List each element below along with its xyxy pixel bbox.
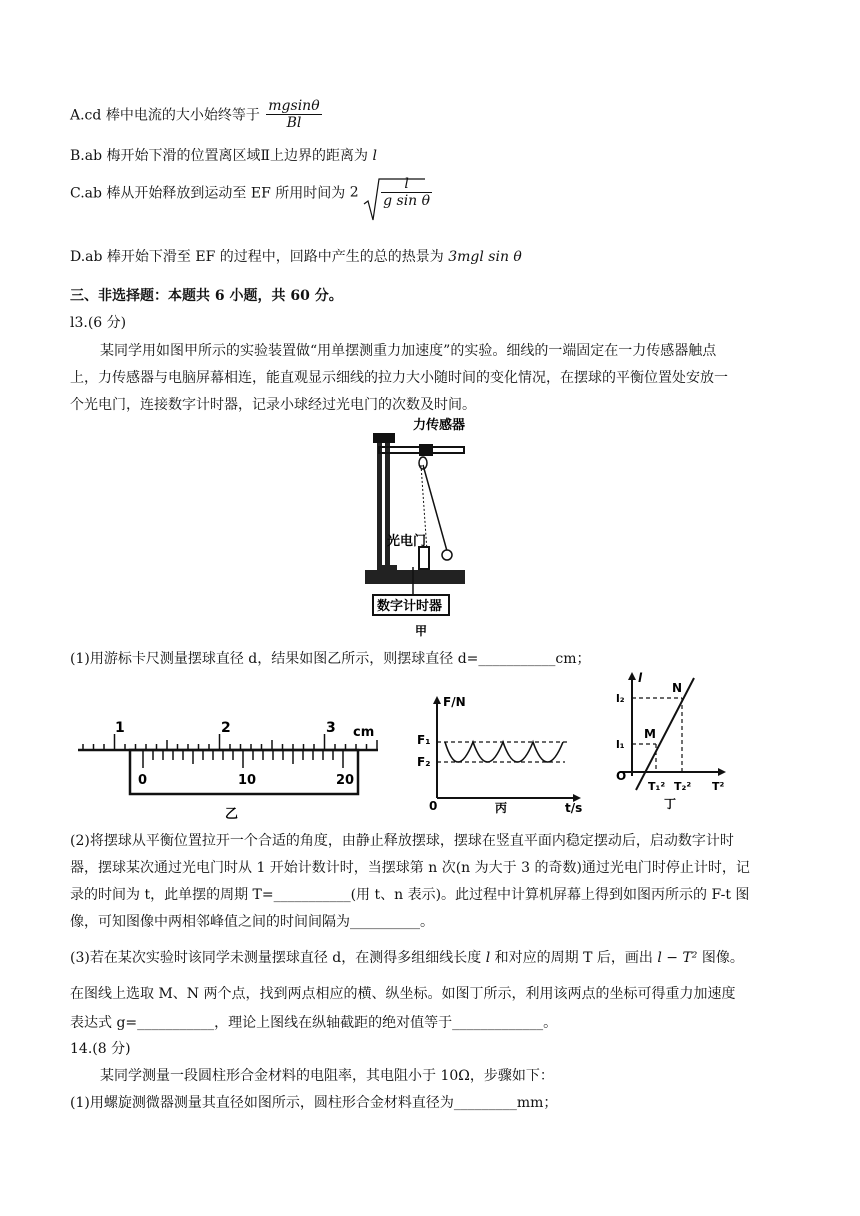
- photogate-icon: [419, 547, 429, 569]
- q14-number: 14.(8 分): [70, 1041, 131, 1057]
- bing-f1-label: F₁: [417, 733, 431, 747]
- q13-number: l3.(6 分): [70, 315, 127, 331]
- option-b: [70, 145, 377, 165]
- bing-force-curve: [445, 742, 563, 762]
- stand-clamp: [373, 433, 395, 443]
- vernier-tick-label-0: 0: [138, 773, 148, 788]
- option-a-text: A.cd 棒中电流的大小始终等于: [70, 107, 260, 124]
- q13-part3-expr: l − T²: [657, 950, 698, 966]
- q13-intro-line-3: 个光电门，连接数字计时器，记录小球经过光电门的次数及时间。: [70, 397, 476, 413]
- option-c: [70, 176, 434, 209]
- option-a: [70, 98, 324, 131]
- option-c-numerator: l: [381, 176, 432, 193]
- q13-part2-line-2: 器，摆球某次通过光电门时从 1 开始计数计时，当摆球第 n 次(n 为大于 3 的奇数)通过光电门时停止计时，记: [70, 860, 750, 876]
- q13-part3-text-b: 和对应的周期 T 后，画出: [494, 950, 653, 966]
- main-tick-label-2: 2: [221, 720, 231, 736]
- pendulum-bob-icon: [442, 550, 452, 560]
- option-c-sqrt: [363, 176, 434, 209]
- main-scale-ticks: [83, 734, 377, 750]
- ding-m-label: M: [644, 727, 656, 741]
- ding-l1-label: l₁: [616, 738, 625, 751]
- option-d: [70, 246, 522, 266]
- option-d-expression: 3mgl sin θ: [448, 249, 522, 265]
- vernier-scale-ticks: [143, 750, 343, 768]
- figure-bing-caption: 丙: [495, 801, 508, 815]
- q13-part2-line-1: (2)将摆球从平衡位置拉开一个合适的角度，由静止释放摆球，摆球在竖直平面内稳定摆动后，启动数字计时: [70, 833, 734, 849]
- ding-y-label: l: [638, 671, 643, 685]
- force-sensor-icon: [419, 444, 433, 456]
- vernier-tick-label-20: 20: [336, 773, 355, 788]
- ding-t1-label: T₁²: [648, 780, 666, 793]
- q14-part1: (1)用螺旋测微器测量其直径如图所示，圆柱形合金材料直径为_________mm；: [70, 1095, 558, 1111]
- option-c-text: C.ab 棒从开始释放到运动至 EF 所用时间为: [70, 185, 346, 202]
- option-a-numerator: mgsinθ: [268, 98, 320, 114]
- q13-part3-line-2: 在图线上选取 M、N 两个点，找到两点相应的横、纵坐标。如图丁所示，利用该两点的坐标可得重力加速度: [70, 986, 736, 1002]
- bing-x-label: t/s: [565, 801, 583, 815]
- bing-y-label: F/N: [443, 695, 466, 709]
- q13-intro-line-1: 某同学用如图甲所示的实验装置做“用单摆测重力加速度”的实验。细线的一端固定在一力传感器触点: [100, 343, 717, 359]
- ding-x-arrow-icon: [718, 768, 726, 776]
- photogate-label: 光电门: [387, 534, 427, 549]
- ding-origin-label: O: [616, 769, 627, 783]
- bing-f2-label: F₂: [417, 755, 431, 769]
- figure-ding-caption: 丁: [664, 797, 677, 811]
- main-tick-label-3: 3: [326, 720, 336, 736]
- sqrt-sign-icon: [363, 176, 425, 224]
- figure-bing-ft-graph: [415, 690, 590, 815]
- option-a-fraction: [266, 98, 321, 131]
- q13-part2-line-4: 像，可知图像中两相邻峰值之间的时间间隔为__________。: [70, 914, 434, 930]
- q13-part3-text-c: 图像。: [701, 950, 744, 966]
- main-tick-label-1: 1: [115, 720, 125, 736]
- q13-intro-line-2: 上，力传感器与电脑屏幕相连，能直观显示细线的拉力大小随时间的变化情况，在摆球的平衡位置处安放一: [70, 370, 728, 386]
- option-b-text: B.ab 梅开始下滑的位置离区域Ⅱ上边界的距离为: [70, 148, 369, 164]
- option-b-variable: l: [372, 148, 377, 164]
- q13-part3-var: l: [485, 950, 491, 966]
- figure-ding-lt2-graph: [608, 668, 743, 813]
- option-c-coefficient: 2: [349, 184, 359, 201]
- q13-part1: (1)用游标卡尺测量摆球直径 d，结果如图乙所示，则摆球直径 d=___________cm；: [70, 651, 591, 667]
- section-heading: 三、非选择题：本题共 6 小题，共 60 分。: [70, 288, 343, 304]
- stand-pole-2: [385, 437, 390, 569]
- q13-part3-line-3: 表达式 g=___________，理论上图线在纵轴截距的绝对值等于_____________。: [70, 1015, 558, 1031]
- ding-l2-label: l₂: [616, 692, 625, 705]
- vernier-tick-label-10: 10: [238, 773, 257, 788]
- bing-origin-label: 0: [429, 799, 438, 813]
- stand-pole: [377, 437, 382, 569]
- sensor-label: 力传感器: [413, 418, 466, 433]
- ding-n-label: N: [672, 681, 683, 695]
- unit-label: cm: [353, 725, 375, 740]
- stand-base: [365, 570, 465, 584]
- bing-y-arrow-icon: [433, 696, 441, 704]
- timer-label: 数字计时器: [377, 599, 443, 614]
- ding-t2-label: T₂²: [674, 780, 692, 793]
- option-c-denominator: g sin θ: [383, 193, 431, 209]
- q13-part3-text-a: (3)若在某次实验时该同学未测量摆球直径 d，在测得多组细线长度: [70, 950, 482, 966]
- option-a-denominator: Bl: [286, 115, 302, 131]
- option-d-text: D.ab 棒开始下滑至 EF 的过程中，回路中产生的总的热景为: [70, 249, 444, 265]
- ding-y-arrow-icon: [628, 672, 636, 680]
- q13-part3-line-1: [70, 947, 744, 967]
- figure-jia-caption: 甲: [415, 624, 428, 638]
- figure-yi-vernier: [78, 712, 378, 822]
- figure-jia-apparatus: [355, 415, 475, 640]
- ding-x-label: T²: [712, 780, 725, 793]
- q14-intro: 某同学测量一段圆柱形合金材料的电阻率，其电阻小于 10Ω，步骤如下：: [100, 1068, 554, 1084]
- figure-yi-caption: 乙: [225, 807, 239, 822]
- q13-part2-line-3: 录的时间为 t，此单摆的周期 T=___________(用 t、n 表示)。此过程中计算机屏幕上得到如图丙所示的 F-t 图: [70, 887, 750, 903]
